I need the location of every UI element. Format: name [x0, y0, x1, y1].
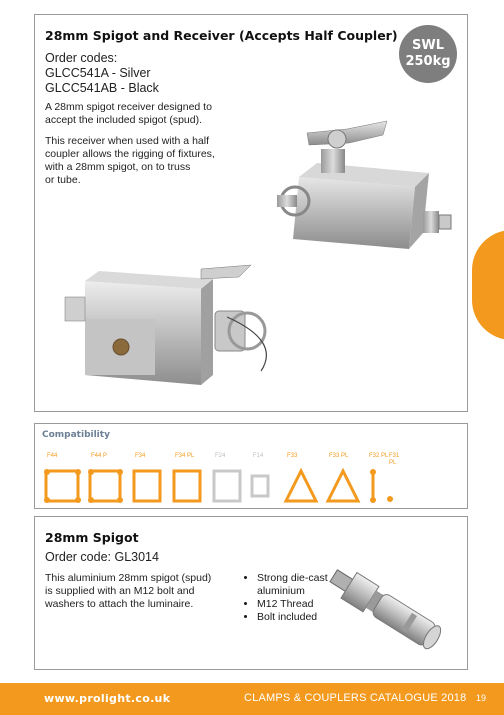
footer-catalogue-title: CLAMPS & COUPLERS CATALOGUE 2018 — [244, 692, 467, 704]
swl-badge — [399, 25, 457, 83]
compatibility-label: F34 — [135, 453, 146, 459]
compatibility-label: F44 P — [91, 453, 108, 459]
receiver-description-1 — [45, 101, 212, 127]
square-truss-icon — [211, 466, 245, 506]
page-number: 19 — [476, 693, 487, 703]
receiver-description-2 — [45, 135, 215, 187]
text-line: or tube. — [45, 174, 81, 186]
spigot-order-code: Order code: GL3014 — [45, 550, 159, 564]
bullet-text: M12 Thread — [257, 598, 314, 610]
swl-label: SWL — [412, 38, 444, 53]
receiver-photo-upright — [237, 99, 459, 249]
text-line: is supplied with an M12 bolt and — [45, 585, 195, 597]
text-line: This receiver when used with a half — [45, 135, 209, 147]
bullet-text: aluminium — [257, 585, 305, 597]
page-footer — [0, 683, 504, 715]
square-truss-4-chord-icon — [87, 466, 125, 506]
compatibility-label: F34 PL — [175, 453, 195, 459]
text-line: with a 28mm spigot, on to truss — [45, 161, 191, 173]
spigot-photo — [317, 567, 463, 665]
receiver-product-card — [34, 14, 468, 412]
square-truss-icon — [131, 466, 165, 506]
compatibility-label: F44 — [47, 453, 58, 459]
square-truss-icon — [171, 466, 205, 506]
swl-value: 250kg — [405, 54, 451, 69]
compatibility-label: F33 PL — [329, 453, 349, 459]
single-tube-icon — [385, 466, 395, 506]
compatibility-label: F24 — [215, 453, 226, 459]
receiver-title: 28mm Spigot and Receiver (Accepts Half Coupler) — [45, 28, 398, 43]
spigot-features-list — [247, 572, 328, 624]
compatibility-label: F14 — [253, 453, 264, 459]
compatibility-label: F31 PL — [389, 453, 400, 466]
order-code-silver: GLCC541A - Silver — [45, 66, 151, 80]
square-truss-small-icon — [249, 466, 273, 506]
spigot-title: 28mm Spigot — [45, 530, 139, 545]
triangle-truss-icon — [325, 466, 361, 506]
bullet-text: Bolt included — [257, 611, 318, 623]
order-code-black: GLCC541AB - Black — [45, 81, 159, 95]
text-line: A 28mm spigot receiver designed to — [45, 101, 212, 113]
square-truss-4-chord-icon — [43, 466, 83, 506]
compatibility-label: F33 — [287, 453, 298, 459]
spigot-product-card — [34, 516, 468, 670]
footer-website-link[interactable]: www.prolight.co.uk — [44, 692, 171, 705]
triangle-truss-icon — [283, 466, 319, 506]
compatibility-card — [34, 423, 468, 509]
text-line: coupler allows the rigging of fixtures, — [45, 148, 215, 160]
compatibility-label: F32 PL — [369, 453, 389, 459]
order-codes-label: Order codes: — [45, 51, 118, 65]
text-line: This aluminium 28mm spigot (spud) — [45, 572, 212, 584]
text-line: accept the included spigot (spud). — [45, 114, 203, 126]
section-side-tab — [472, 230, 504, 340]
compatibility-title: Compatibility — [42, 430, 110, 440]
bullet-text: Strong die-cast — [257, 572, 328, 584]
ladder-truss-icon — [365, 466, 381, 506]
text-line: washers to attach the luminaire. — [45, 598, 194, 610]
spigot-description — [45, 572, 211, 611]
receiver-photo-side — [51, 261, 291, 399]
